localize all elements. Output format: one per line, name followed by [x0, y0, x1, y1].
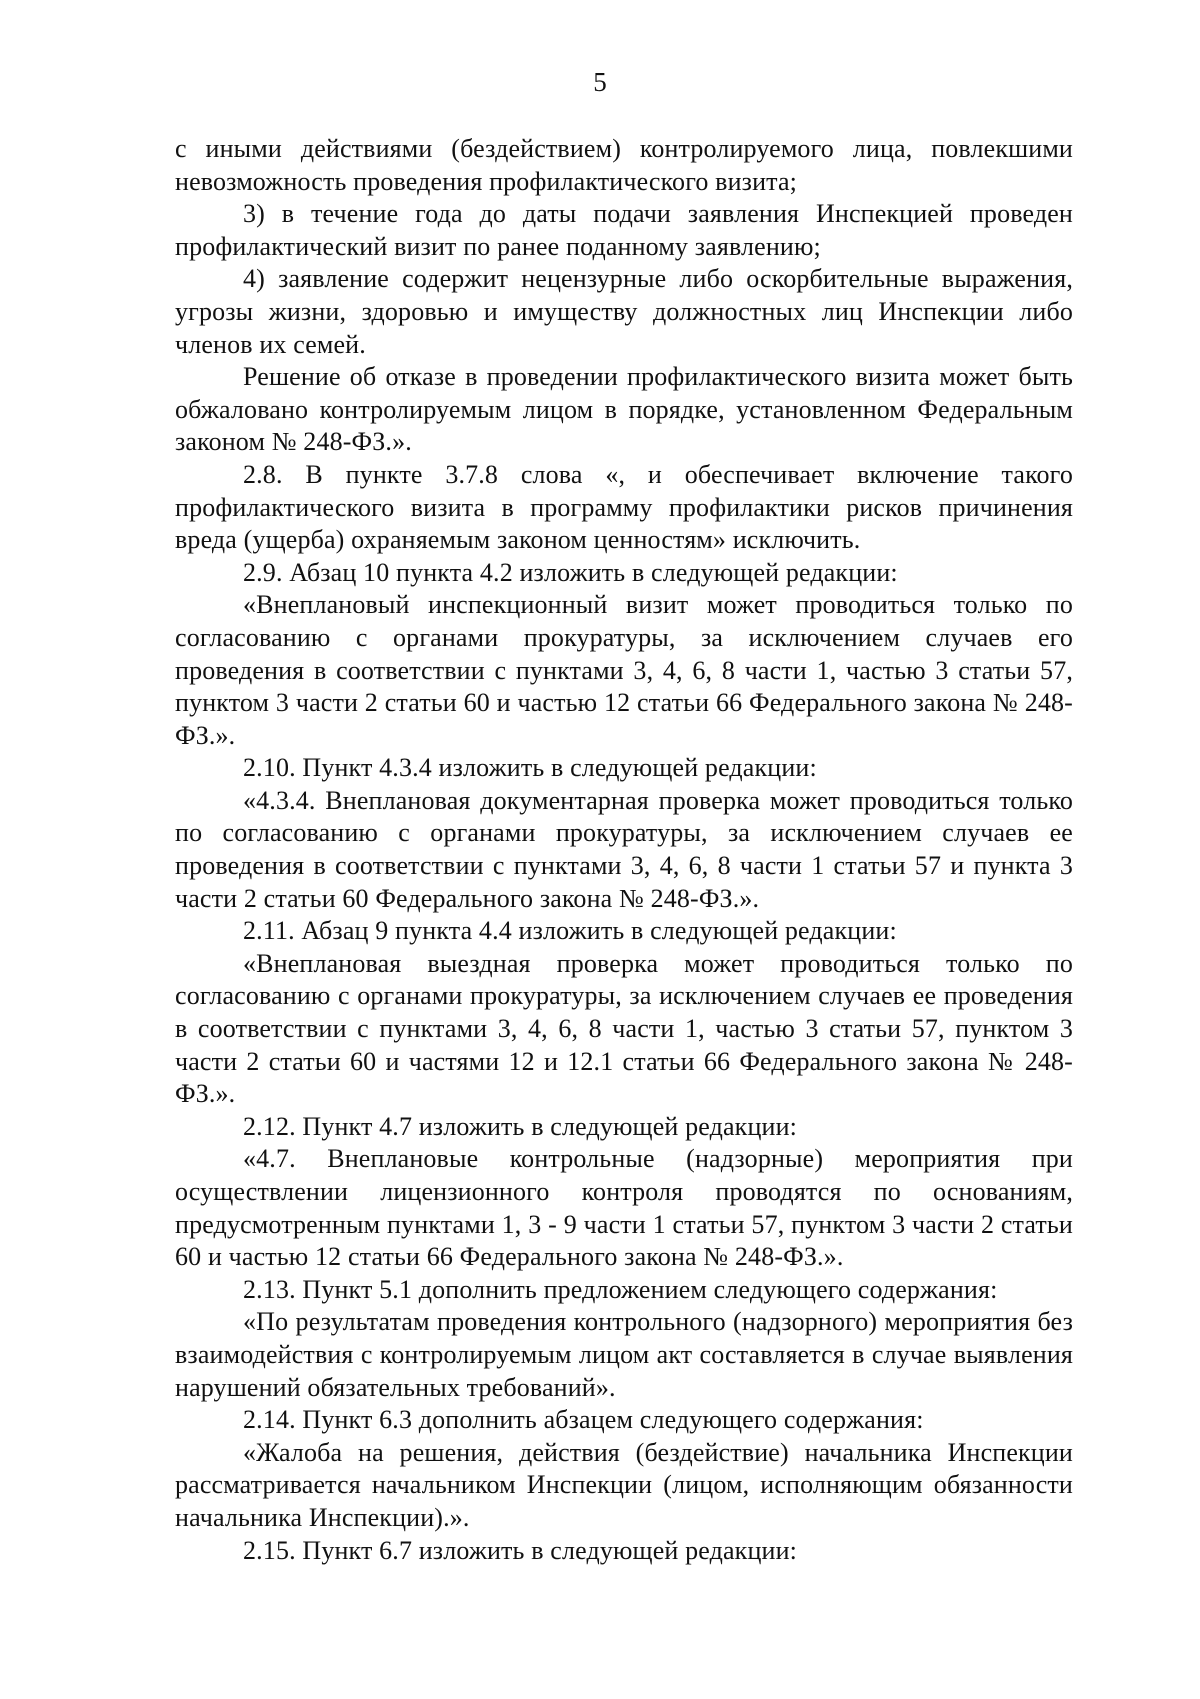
paragraph: 2.13. Пункт 5.1 дополнить предложением следующего содержания:	[243, 1274, 998, 1304]
paragraph: «Жалоба на решения, действия (бездействие) начальника Инспекции рассматривается начальником Инспекции (лицом, исполняющим обязанности начальника Инспекции).».	[175, 1437, 1073, 1532]
paragraph: «Внеплановый инспекционный визит может проводиться только по согласованию с органами прокуратуры, за исключением случаев его проведения в соответствии с пунктами 3, 4, 6, 8 части 1, частью 3 статьи 57, пунктом 3 части 2 статьи 60 и частью 12 статьи 66 Федерального закона № 248-ФЗ.».	[175, 590, 1073, 750]
paragraph: 2.14. Пункт 6.3 дополнить абзацем следующего содержания:	[243, 1405, 924, 1435]
paragraph: 2.8. В пункте 3.7.8 слова «, и обеспечивает включение такого профилактического визита в программу профилактики рисков причинения вреда (ущерба) охраняемым законом ценностям» исключить.	[175, 459, 1073, 555]
paragraph: 4) заявление содержит нецензурные либо оскорбительные выражения, угрозы жизни, здоровью и имуществу должностных лиц Инспекции либо членов их семей.	[175, 264, 1073, 359]
paragraph: 2.12. Пункт 4.7 изложить в следующей редакции:	[243, 1111, 798, 1141]
paragraph: Решение об отказе в проведении профилактического визита может быть обжаловано контролируемым лицом в порядке, установленном Федеральным законом № 248-ФЗ.».	[175, 362, 1073, 457]
paragraph: 3) в течение года до даты подачи заявления Инспекцией проведен профилактический визит по ранее поданному заявлению;	[175, 199, 1073, 261]
paragraph: 2.15. Пункт 6.7 изложить в следующей редакции:	[243, 1535, 798, 1565]
paragraph: с иными действиями (бездействием) контролируемого лица, повлекшими невозможность проведения профилактического визита;	[175, 134, 1073, 196]
document-body	[175, 133, 1073, 1567]
paragraph: «Внеплановая выездная проверка может проводиться только по согласованию с органами прокуратуры, за исключением случаев ее проведения в соответствии с пунктами 3, 4, 6, 8 части 1, частью 3 статьи 57, пунктом 3 части 2 статьи 60 и частями 12 и 12.1 статьи 66 Федерального закона № 248-ФЗ.».	[175, 948, 1073, 1109]
paragraph: «По результатам проведения контрольного (надзорного) мероприятия без взаимодействия с контролируемым лицом акт составляется в случае выявления нарушений обязательных требований».	[175, 1307, 1073, 1402]
page-number: 5	[593, 67, 607, 97]
paragraph: 2.10. Пункт 4.3.4 изложить в следующей редакции:	[243, 753, 817, 783]
paragraph: 2.11. Абзац 9 пункта 4.4 изложить в следующей редакции:	[243, 916, 897, 946]
paragraph: «4.7. Внеплановые контрольные (надзорные) мероприятия при осуществлении лицензионного контроля проводятся по основаниям, предусмотренным пунктами 1, 3 - 9 части 1 статьи 57, пунктом 3 части 2 статьи 60 и частью 12 статьи 66 Федерального закона № 248-ФЗ.».	[175, 1144, 1073, 1272]
paragraph: «4.3.4. Внеплановая документарная проверка может проводиться только по согласованию с органами прокуратуры, за исключением случаев ее проведения в соответствии с пунктами 3, 4, 6, 8 части 1 статьи 57 и пункта 3 части 2 статьи 60 Федерального закона № 248-ФЗ.».	[175, 785, 1073, 913]
paragraph: 2.9. Абзац 10 пункта 4.2 изложить в следующей редакции:	[243, 557, 898, 587]
